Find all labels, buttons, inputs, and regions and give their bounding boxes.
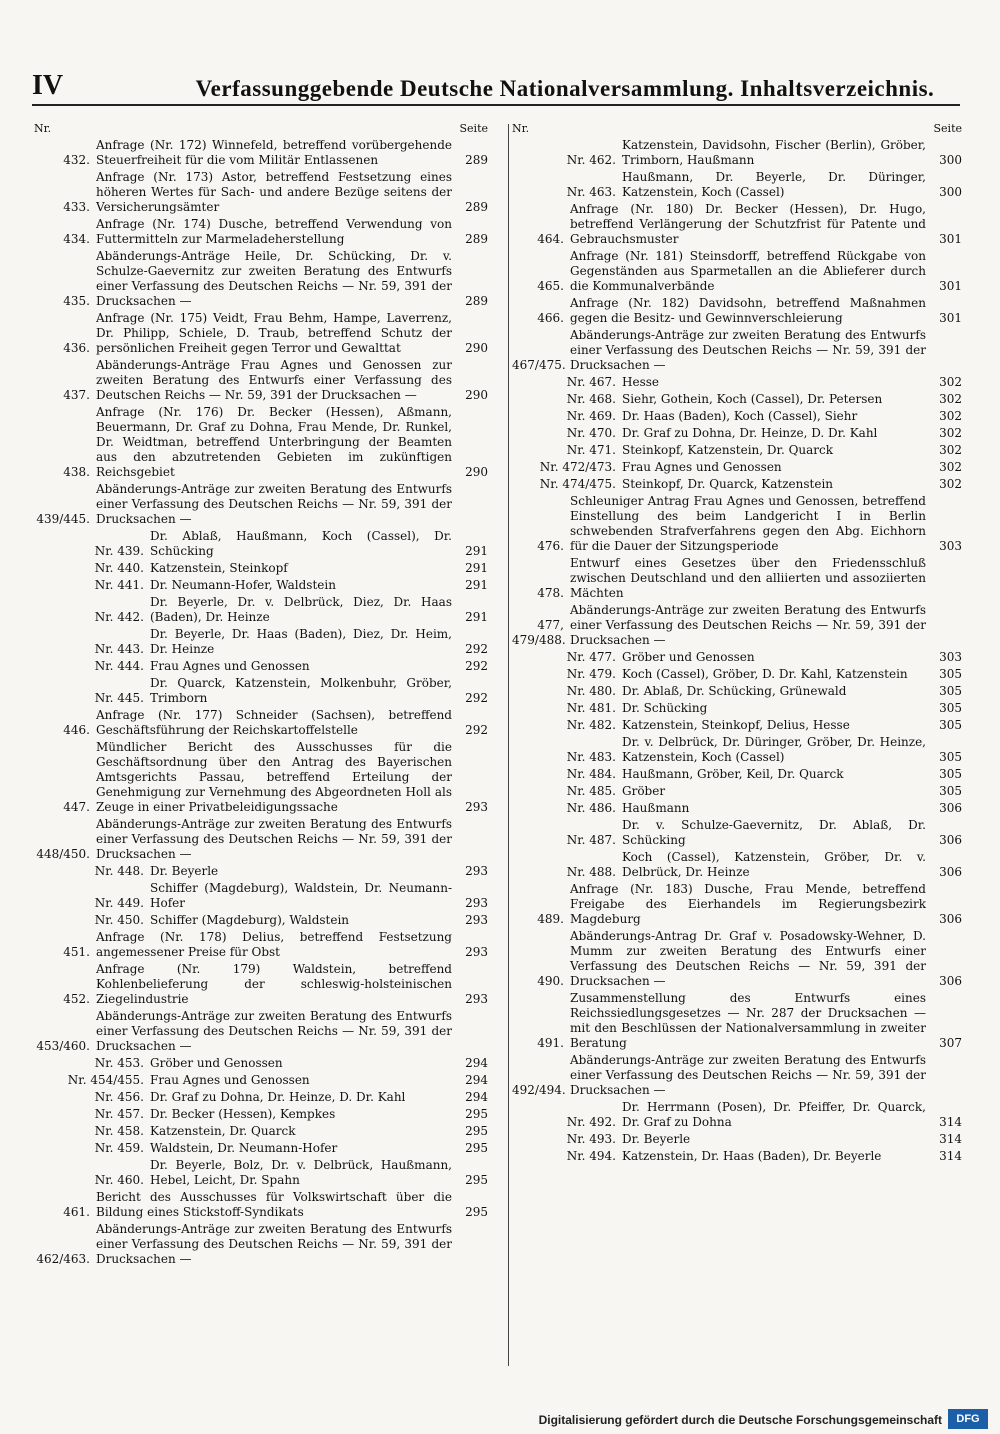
entry-title: Siehr, Gothein, Koch (Cassel), Dr. Petersen bbox=[622, 392, 883, 406]
entry-page: 292 bbox=[465, 642, 488, 656]
entry-number: Nr. 483. bbox=[566, 750, 616, 764]
entry-title: Katzenstein, Dr. Quarck bbox=[150, 1124, 296, 1138]
entry-number: Nr. 472/473. bbox=[539, 460, 616, 474]
entry-number: Nr. 477. bbox=[566, 650, 616, 664]
entry-number: 451. bbox=[63, 945, 90, 959]
entry-page: 294 bbox=[465, 1073, 488, 1087]
entry-title: Dr. Beyerle bbox=[150, 864, 219, 878]
toc-entry bbox=[512, 991, 962, 1051]
entry-title: Dr. Graf zu Dohna, Dr. Heinze, D. Dr. Kahl bbox=[150, 1090, 406, 1104]
toc-subentry bbox=[512, 443, 962, 458]
toc-entry bbox=[512, 202, 962, 247]
entry-number: 435. bbox=[63, 294, 90, 308]
toc-subentry bbox=[512, 650, 962, 665]
toc-entry bbox=[34, 249, 488, 309]
entry-page: 305 bbox=[939, 684, 962, 698]
entry-number: 447. bbox=[63, 800, 90, 814]
toc-subentry bbox=[34, 881, 488, 911]
toc-subentry bbox=[34, 1124, 488, 1139]
toc-subentry bbox=[34, 561, 488, 576]
toc-subentry bbox=[34, 676, 488, 706]
entry-number: Nr. 453. bbox=[94, 1056, 144, 1070]
entry-title: Zusammenstellung des Entwurfs eines Reichssiedlungsgesetzes — Nr. 287 der Drucksachen — mit den Beschlüssen der Nationalversammlung in zweiter Beratung bbox=[570, 991, 926, 1050]
entry-number: Nr. 450. bbox=[94, 913, 144, 927]
entry-title: Abänderungs-Anträge zur zweiten Beratung des Entwurfs einer Verfassung des Deutschen Reichs — Nr. 59, 391 der Drucksachen — bbox=[570, 1053, 926, 1097]
entry-page: 305 bbox=[939, 667, 962, 681]
entry-title: Abänderungs-Anträge zur zweiten Beratung des Entwurfs einer Verfassung des Deutschen Reichs — Nr. 59, 391 der Drucksachen — bbox=[96, 482, 452, 526]
entry-page: 292 bbox=[465, 723, 488, 737]
entry-number: 490. bbox=[537, 974, 564, 988]
toc-entry bbox=[34, 930, 488, 960]
toc-entry bbox=[512, 328, 962, 373]
column-heading bbox=[512, 120, 962, 138]
entry-number: 478. bbox=[537, 586, 564, 600]
column-heading bbox=[34, 120, 488, 138]
toc-subentry bbox=[512, 409, 962, 424]
toc-subentry bbox=[34, 659, 488, 674]
entry-title: Frau Agnes und Genossen bbox=[150, 1073, 310, 1087]
entry-number: Nr. 480. bbox=[566, 684, 616, 698]
entry-page: 292 bbox=[465, 691, 488, 705]
entry-title: Anfrage (Nr. 173) Astor, betreffend Festsetzung eines höheren Wertes für Sach- und andere Bezüge seitens der Versicherungsämter bbox=[96, 170, 452, 214]
entry-title: Anfrage (Nr. 174) Dusche, betreffend Verwendung von Futtermitteln zur Marmeladeherstellung bbox=[96, 217, 452, 246]
toc-subentry bbox=[512, 767, 962, 782]
entry-page: 293 bbox=[465, 945, 488, 959]
entry-title: Dr. Neumann-Hofer, Waldstein bbox=[150, 578, 336, 592]
entry-page: 303 bbox=[939, 650, 962, 664]
entry-title: Anfrage (Nr. 176) Dr. Becker (Hessen), Aßmann, Beuermann, Dr. Graf zu Dohna, Frau Mende, Dr. Runkel, Dr. Weidtman, betreffend Unterbringung der Beamten aus den abzutretenden Gebieten im zukünftigen Reichsgebiet bbox=[96, 405, 452, 479]
entry-title: Anfrage (Nr. 183) Dusche, Frau Mende, betreffend Freigabe des Eierhandels im Regierungsbezirk Magdeburg bbox=[570, 882, 926, 926]
entry-page: 292 bbox=[465, 659, 488, 673]
toc-entry bbox=[512, 882, 962, 927]
column-divider bbox=[508, 124, 509, 1366]
entry-number: Nr. 460. bbox=[94, 1173, 144, 1187]
entry-page: 295 bbox=[465, 1124, 488, 1138]
toc-entry bbox=[34, 311, 488, 356]
entry-page: 294 bbox=[465, 1090, 488, 1104]
entry-number: Nr. 449. bbox=[94, 896, 144, 910]
entry-number: Nr. 445. bbox=[94, 691, 144, 705]
entry-page: 306 bbox=[939, 833, 962, 847]
entry-number: Nr. 467. bbox=[566, 375, 616, 389]
entry-title: Abänderungs-Anträge zur zweiten Beratung des Entwurfs einer Verfassung des Deutschen Reichs — Nr. 59, 391 der Drucksachen — bbox=[570, 328, 926, 372]
entry-title: Koch (Cassel), Gröber, D. Dr. Kahl, Katzenstein bbox=[622, 667, 908, 681]
toc-subentry bbox=[34, 1056, 488, 1071]
entry-number: 448/450. bbox=[36, 847, 90, 861]
entry-number: Nr. 441. bbox=[94, 578, 144, 592]
entry-page: 302 bbox=[939, 460, 962, 474]
entry-title: Steinkopf, Katzenstein, Dr. Quarck bbox=[622, 443, 834, 457]
entry-page: 300 bbox=[939, 185, 962, 199]
entry-title: Frau Agnes und Genossen bbox=[150, 659, 310, 673]
entry-title: Dr. Graf zu Dohna, Dr. Heinze, D. Dr. Kahl bbox=[622, 426, 878, 440]
entry-page: 300 bbox=[939, 153, 962, 167]
entry-number: 432. bbox=[63, 153, 90, 167]
entry-title: Anfrage (Nr. 181) Steinsdorff, betreffend Rückgabe von Gegenständen aus Sparmetallen an die Ablieferer durch die Kommunalverbände bbox=[570, 249, 926, 293]
entry-title: Abänderungs-Antrag Dr. Graf v. Posadowsky-Wehner, D. Mumm zur zweiten Beratung des Entwurfs einer Verfassung des Deutschen Reichs — Nr. 59, 391 der Drucksachen — bbox=[570, 929, 926, 988]
entry-number: 437. bbox=[63, 388, 90, 402]
entry-number: Nr. 459. bbox=[94, 1141, 144, 1155]
entry-number: 439/445. bbox=[36, 512, 90, 526]
entry-title: Katzenstein, Steinkopf, Delius, Hesse bbox=[622, 718, 850, 732]
toc-subentry bbox=[34, 578, 488, 593]
entry-page: 306 bbox=[939, 865, 962, 879]
entry-page: 307 bbox=[939, 1036, 962, 1050]
seite-label: Seite bbox=[933, 122, 962, 135]
entry-page: 291 bbox=[465, 544, 488, 558]
entry-title: Anfrage (Nr. 172) Winnefeld, betreffend vorübergehende Steuerfreiheit für die vom Militär Entlassenen bbox=[96, 138, 452, 167]
toc-subentry bbox=[34, 864, 488, 879]
entry-number: 434. bbox=[63, 232, 90, 246]
entry-page: 302 bbox=[939, 443, 962, 457]
entry-title: Schleuniger Antrag Frau Agnes und Genossen, betreffend Einstellung des beim Landgericht I in Berlin schwebenden Strafverfahrens gegen den Abg. Eichhorn für die Dauer der Sitzungsperiode bbox=[570, 494, 926, 553]
entry-number: Nr. 458. bbox=[94, 1124, 144, 1138]
entry-title: Koch (Cassel), Katzenstein, Gröber, Dr. v. Delbrück, Dr. Heinze bbox=[622, 850, 926, 879]
entry-title: Dr. Schücking bbox=[622, 701, 708, 715]
entry-number: 438. bbox=[63, 465, 90, 479]
entry-title: Dr. Herrmann (Posen), Dr. Pfeiffer, Dr. Quarck, Dr. Graf zu Dohna bbox=[622, 1100, 926, 1129]
entry-title: Dr. Beyerle, Bolz, Dr. v. Delbrück, Haußmann, Hebel, Leicht, Dr. Spahn bbox=[150, 1158, 452, 1187]
toc-entry bbox=[512, 556, 962, 601]
entry-page: 289 bbox=[465, 200, 488, 214]
entry-number: 466. bbox=[537, 311, 564, 325]
entry-page: 295 bbox=[465, 1173, 488, 1187]
entry-title: Abänderungs-Anträge zur zweiten Beratung des Entwurfs einer Verfassung des Deutschen Reichs — Nr. 59, 391 der Drucksachen — bbox=[96, 817, 452, 861]
entry-page: 302 bbox=[939, 409, 962, 423]
entry-title: Dr. Ablaß, Haußmann, Koch (Cassel), Dr. Schücking bbox=[150, 529, 452, 558]
entry-number: Nr. 443. bbox=[94, 642, 144, 656]
entry-number: Nr. 479. bbox=[566, 667, 616, 681]
entry-title: Haußmann, Dr. Beyerle, Dr. Düringer, Katzenstein, Koch (Cassel) bbox=[622, 170, 926, 199]
right-column bbox=[512, 120, 962, 1166]
entry-number: 477, 479/488. bbox=[512, 618, 566, 647]
entry-page: 302 bbox=[939, 392, 962, 406]
toc-subentry bbox=[512, 735, 962, 765]
entry-number: Nr. 492. bbox=[566, 1115, 616, 1129]
entry-title: Abänderungs-Anträge zur zweiten Beratung des Entwurfs einer Verfassung des Deutschen Reichs — Nr. 59, 391 der Drucksachen — bbox=[96, 1009, 452, 1053]
entry-number: Nr. 442. bbox=[94, 610, 144, 624]
entry-number: 491. bbox=[537, 1036, 564, 1050]
entry-page: 295 bbox=[465, 1107, 488, 1121]
nr-label: Nr. bbox=[34, 122, 52, 135]
left-column bbox=[34, 120, 488, 1269]
toc-subentry bbox=[34, 627, 488, 657]
entry-page: 289 bbox=[465, 294, 488, 308]
entry-number: Nr. 468. bbox=[566, 392, 616, 406]
entry-title: Dr. Beyerle, Dr. v. Delbrück, Diez, Dr. Haas (Baden), Dr. Heinze bbox=[150, 595, 452, 624]
toc-subentry bbox=[34, 1090, 488, 1105]
seite-label: Seite bbox=[459, 122, 488, 135]
entry-number: 476. bbox=[537, 539, 564, 553]
entry-title: Steinkopf, Dr. Quarck, Katzenstein bbox=[622, 477, 834, 491]
entry-page: 306 bbox=[939, 912, 962, 926]
toc-entry bbox=[34, 962, 488, 1007]
entry-number: Nr. 482. bbox=[566, 718, 616, 732]
entry-number: 462/463. bbox=[36, 1252, 90, 1266]
entry-title: Gröber bbox=[622, 784, 666, 798]
entry-page: 293 bbox=[465, 913, 488, 927]
entry-title: Anfrage (Nr. 182) Davidsohn, betreffend Maßnahmen gegen die Besitz- und Gewinnverschleierung bbox=[570, 296, 926, 325]
entry-number: Nr. 462. bbox=[566, 153, 616, 167]
entry-title: Katzenstein, Steinkopf bbox=[150, 561, 288, 575]
entry-page: 305 bbox=[939, 784, 962, 798]
entry-number: Nr. 474/475. bbox=[539, 477, 616, 491]
entry-title: Bericht des Ausschusses für Volkswirtschaft über die Bildung eines Stickstoff-Syndikats bbox=[96, 1190, 452, 1219]
toc-subentry bbox=[34, 1107, 488, 1122]
toc-entry bbox=[512, 494, 962, 554]
entry-title: Waldstein, Dr. Neumann-Hofer bbox=[150, 1141, 338, 1155]
entry-title: Dr. v. Schulze-Gaevernitz, Dr. Ablaß, Dr. Schücking bbox=[622, 818, 926, 847]
entry-title: Abänderungs-Anträge zur zweiten Beratung des Entwurfs einer Verfassung des Deutschen Reichs — Nr. 59, 391 der Drucksachen — bbox=[570, 603, 926, 647]
toc-subentry bbox=[34, 1073, 488, 1088]
toc-entry bbox=[512, 296, 962, 326]
toc-subentry bbox=[512, 1100, 962, 1130]
toc-subentry bbox=[512, 667, 962, 682]
entry-page: 291 bbox=[465, 578, 488, 592]
entry-page: 293 bbox=[465, 992, 488, 1006]
entry-number: Nr. 439. bbox=[94, 544, 144, 558]
toc-subentry bbox=[34, 913, 488, 928]
toc-entry bbox=[34, 1190, 488, 1220]
entry-page: 306 bbox=[939, 974, 962, 988]
toc-list-left bbox=[34, 138, 488, 1267]
toc-entry bbox=[34, 482, 488, 527]
entry-page: 293 bbox=[465, 864, 488, 878]
footer-credit: Digitalisierung gefördert durch die Deutsche Forschungsgemeinschaft bbox=[538, 1413, 942, 1427]
entry-title: Schiffer (Magdeburg), Waldstein bbox=[150, 913, 350, 927]
entry-number: Nr. 469. bbox=[566, 409, 616, 423]
toc-subentry bbox=[512, 784, 962, 799]
toc-entry bbox=[34, 405, 488, 480]
entry-number: Nr. 456. bbox=[94, 1090, 144, 1104]
toc-subentry bbox=[512, 392, 962, 407]
entry-title: Haußmann bbox=[622, 801, 690, 815]
entry-title: Dr. v. Delbrück, Dr. Düringer, Gröber, Dr. Heinze, Katzenstein, Koch (Cassel) bbox=[622, 735, 926, 764]
entry-page: 305 bbox=[939, 718, 962, 732]
toc-subentry bbox=[512, 801, 962, 816]
entry-number: Nr. 494. bbox=[566, 1149, 616, 1163]
entry-number: Nr. 488. bbox=[566, 865, 616, 879]
entry-title: Dr. Ablaß, Dr. Schücking, Grünewald bbox=[622, 684, 847, 698]
toc-subentry bbox=[512, 850, 962, 880]
toc-entry bbox=[34, 138, 488, 168]
toc-subentry bbox=[34, 1158, 488, 1188]
entry-number: Nr. 486. bbox=[566, 801, 616, 815]
entry-number: Nr. 481. bbox=[566, 701, 616, 715]
entry-title: Dr. Becker (Hessen), Kempkes bbox=[150, 1107, 336, 1121]
entry-number: 436. bbox=[63, 341, 90, 355]
entry-number: Nr. 471. bbox=[566, 443, 616, 457]
entry-number: Nr. 470. bbox=[566, 426, 616, 440]
entry-number: 446. bbox=[63, 723, 90, 737]
entry-page: 303 bbox=[939, 539, 962, 553]
entry-page: 302 bbox=[939, 477, 962, 491]
entry-page: 293 bbox=[465, 896, 488, 910]
entry-number: 453/460. bbox=[36, 1039, 90, 1053]
entry-title: Abänderungs-Anträge Heile, Dr. Schücking, Dr. v. Schulze-Gaevernitz zur zweiten Beratung des Entwurfs einer Verfassung des Deutschen Reichs — Nr. 59, 391 der Drucksachen — bbox=[96, 249, 452, 308]
entry-page: 295 bbox=[465, 1141, 488, 1155]
toc-entry bbox=[34, 358, 488, 403]
toc-subentry bbox=[34, 529, 488, 559]
entry-number: Nr. 463. bbox=[566, 185, 616, 199]
page-number: IV bbox=[32, 70, 64, 101]
entry-number: Nr. 444. bbox=[94, 659, 144, 673]
entry-page: 291 bbox=[465, 561, 488, 575]
entry-page: 306 bbox=[939, 801, 962, 815]
entry-page: 301 bbox=[939, 311, 962, 325]
entry-number: Nr. 448. bbox=[94, 864, 144, 878]
entry-page: 290 bbox=[465, 341, 488, 355]
toc-entry bbox=[34, 708, 488, 738]
nr-label: Nr. bbox=[512, 122, 530, 135]
toc-entry bbox=[34, 817, 488, 862]
entry-number: Nr. 484. bbox=[566, 767, 616, 781]
entry-title: Haußmann, Gröber, Keil, Dr. Quarck bbox=[622, 767, 844, 781]
entry-number: Nr. 487. bbox=[566, 833, 616, 847]
entry-page: 290 bbox=[465, 465, 488, 479]
toc-entry bbox=[34, 1009, 488, 1054]
toc-entry bbox=[512, 249, 962, 294]
head-rule bbox=[32, 104, 960, 106]
entry-title: Abänderungs-Anträge zur zweiten Beratung des Entwurfs einer Verfassung des Deutschen Reichs — Nr. 59, 391 der Drucksachen — bbox=[96, 1222, 452, 1266]
entry-title: Anfrage (Nr. 175) Veidt, Frau Behm, Hampe, Laverrenz, Dr. Philipp, Schiele, D. Traub, betreffend Schutz der persönlichen Freiheit gegen Terror und Gewalttat bbox=[96, 311, 452, 355]
entry-page: 301 bbox=[939, 279, 962, 293]
entry-number: Nr. 440. bbox=[94, 561, 144, 575]
toc-subentry bbox=[512, 138, 962, 168]
toc-subentry bbox=[512, 1149, 962, 1164]
entry-title: Dr. Quarck, Katzenstein, Molkenbuhr, Gröber, Trimborn bbox=[150, 676, 452, 705]
entry-page: 289 bbox=[465, 153, 488, 167]
entry-page: 302 bbox=[939, 375, 962, 389]
entry-title: Abänderungs-Anträge Frau Agnes und Genossen zur zweiten Beratung des Entwurfs einer Verfassung des Deutschen Reichs — Nr. 59, 391 der Drucksachen — bbox=[96, 358, 452, 402]
entry-page: 290 bbox=[465, 388, 488, 402]
entry-page: 305 bbox=[939, 767, 962, 781]
entry-number: 467/475. bbox=[512, 358, 566, 372]
entry-title: Anfrage (Nr. 177) Schneider (Sachsen), betreffend Geschäftsführung der Reichskartoffelstelle bbox=[96, 708, 452, 737]
entry-number: Nr. 454/455. bbox=[67, 1073, 144, 1087]
toc-subentry bbox=[512, 426, 962, 441]
toc-entry bbox=[34, 170, 488, 215]
entry-page: 305 bbox=[939, 750, 962, 764]
entry-title: Frau Agnes und Genossen bbox=[622, 460, 782, 474]
toc-subentry bbox=[512, 818, 962, 848]
entry-title: Gröber und Genossen bbox=[150, 1056, 283, 1070]
toc-entry bbox=[34, 1222, 488, 1267]
entry-title: Anfrage (Nr. 179) Waldstein, betreffend Kohlenbelieferung der schleswig-holsteinischen Ziegelindustrie bbox=[96, 962, 452, 1006]
entry-number: 465. bbox=[537, 279, 564, 293]
toc-subentry bbox=[512, 684, 962, 699]
entry-number: Nr. 493. bbox=[566, 1132, 616, 1146]
toc-subentry bbox=[512, 170, 962, 200]
entry-title: Anfrage (Nr. 178) Delius, betreffend Festsetzung angemessener Preise für Obst bbox=[96, 930, 452, 959]
entry-number: 452. bbox=[63, 992, 90, 1006]
running-head: Verfassunggebende Deutsche Nationalversammlung. Inhaltsverzeichnis. bbox=[195, 76, 935, 101]
entry-title: Schiffer (Magdeburg), Waldstein, Dr. Neumann-Hofer bbox=[150, 881, 452, 910]
toc-list-right bbox=[512, 138, 962, 1164]
entry-page: 289 bbox=[465, 232, 488, 246]
entry-number: 492/494. bbox=[512, 1083, 566, 1097]
toc-subentry bbox=[512, 460, 962, 475]
toc-subentry bbox=[512, 1132, 962, 1147]
entry-title: Gröber und Genossen bbox=[622, 650, 755, 664]
entry-title: Katzenstein, Davidsohn, Fischer (Berlin), Gröber, Trimborn, Haußmann bbox=[622, 138, 926, 167]
entry-page: 291 bbox=[465, 610, 488, 624]
entry-title: Dr. Haas (Baden), Koch (Cassel), Siehr bbox=[622, 409, 858, 423]
entry-number: Nr. 457. bbox=[94, 1107, 144, 1121]
toc-subentry bbox=[512, 477, 962, 492]
entry-number: Nr. 485. bbox=[566, 784, 616, 798]
entry-page: 295 bbox=[465, 1205, 488, 1219]
toc-entry bbox=[34, 217, 488, 247]
toc-subentry bbox=[34, 1141, 488, 1156]
toc-entry bbox=[512, 603, 962, 648]
entry-page: 314 bbox=[939, 1149, 962, 1163]
toc-subentry bbox=[512, 375, 962, 390]
dfg-logo: DFG bbox=[948, 1409, 988, 1429]
toc-subentry bbox=[512, 718, 962, 733]
entry-page: 293 bbox=[465, 800, 488, 814]
toc-entry bbox=[512, 1053, 962, 1098]
entry-title: Mündlicher Bericht des Ausschusses für die Geschäftsordnung über den Antrag des Bayerischen Amtsgerichts Passau, betreffend Erteilung der Genehmigung zur Vernehmung des Abgeordneten Holl als Zeuge in einer Privatbeleidigungssache bbox=[96, 740, 452, 814]
entry-title: Dr. Beyerle, Dr. Haas (Baden), Diez, Dr. Heim, Dr. Heinze bbox=[150, 627, 452, 656]
entry-title: Katzenstein, Dr. Haas (Baden), Dr. Beyerle bbox=[622, 1149, 882, 1163]
entry-number: 489. bbox=[537, 912, 564, 926]
entry-number: 464. bbox=[537, 232, 564, 246]
entry-page: 314 bbox=[939, 1132, 962, 1146]
entry-number: 433. bbox=[63, 200, 90, 214]
entry-title: Entwurf eines Gesetzes über den Friedensschluß zwischen Deutschland und den alliierten und assoziierten Mächten bbox=[570, 556, 926, 600]
entry-number: 461. bbox=[63, 1205, 90, 1219]
toc-subentry bbox=[34, 595, 488, 625]
entry-page: 314 bbox=[939, 1115, 962, 1129]
toc-entry bbox=[34, 740, 488, 815]
entry-page: 305 bbox=[939, 701, 962, 715]
toc-subentry bbox=[512, 701, 962, 716]
entry-title: Dr. Beyerle bbox=[622, 1132, 691, 1146]
entry-page: 302 bbox=[939, 426, 962, 440]
entry-title: Hesse bbox=[622, 375, 659, 389]
toc-entry bbox=[512, 929, 962, 989]
entry-page: 294 bbox=[465, 1056, 488, 1070]
entry-page: 301 bbox=[939, 232, 962, 246]
entry-title: Anfrage (Nr. 180) Dr. Becker (Hessen), Dr. Hugo, betreffend Verlängerung der Schutzfrist für Patente und Gebrauchsmuster bbox=[570, 202, 926, 246]
